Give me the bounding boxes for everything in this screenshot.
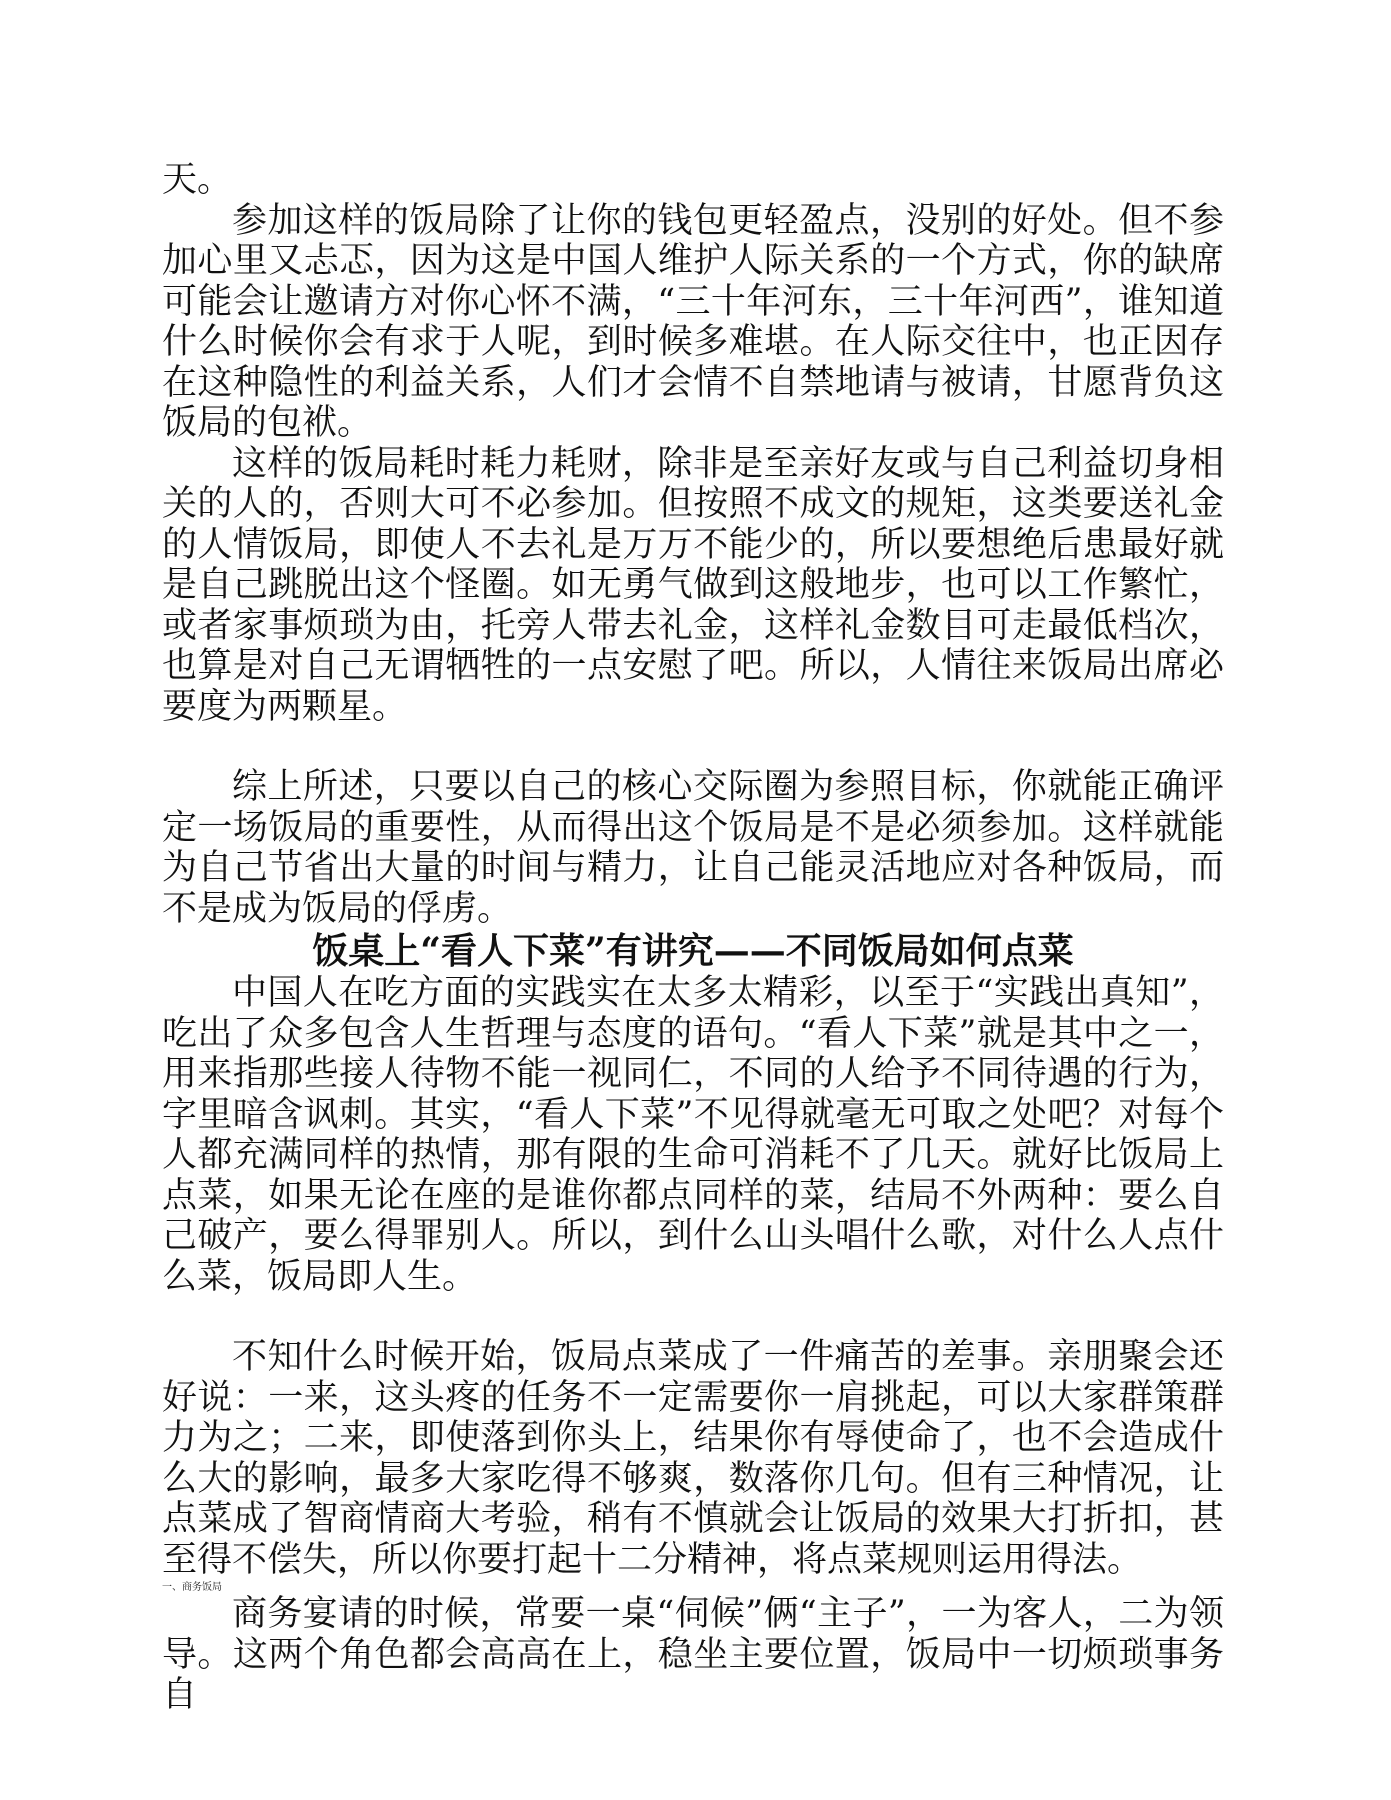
paragraph-spacer (162, 1297, 1224, 1337)
document-page (162, 160, 1224, 1716)
paragraph-summary: 综上所述，只要以自己的核心交际圈为参照目标，你就能正确评定一场饭局的重要性，从而得出这个饭局是不是必须参加。这样就能为自己节省出大量的时间与精力，让自己能灵活地应对各种饭局，而不是成为饭局的俘虏。 (162, 767, 1224, 929)
paragraph-banquet-wallet: 参加这样的饭局除了让你的钱包更轻盈点，没别的好处。但不参加心里又忐忑，因为这是中国人维护人际关系的一个方式，你的缺席可能会让邀请方对你心怀不满，“三十年河东，三十年河西”，谁知道什么时候你会有求于人呢，到时候多难堪。在人际交往中，也正因存在这种隐性的利益关系，人们才会情不自禁地请与被请，甘愿背负这饭局的包袱。 (162, 200, 1224, 443)
paragraph-banquet-cost: 这样的饭局耗时耗力耗财，除非是至亲好友或与自己利益切身相关的人的，否则大可不必参加。但按照不成文的规矩，这类要送礼金的人情饭局，即使人不去礼是万万不能少的，所以要想绝后患最好就是自己跳脱出这个怪圈。如无勇气做到这般地步，也可以工作繁忙，或者家事烦琐为由，托旁人带去礼金，这样礼金数目可走最低档次，也算是对自己无谓牺牲的一点安慰了吧。所以，人情往来饭局出席必要度为两颗星。 (162, 443, 1224, 727)
paragraph-business-banquet: 商务宴请的时候，常要一桌“伺候”俩“主子”，一为客人，二为领导。这两个角色都会高高在上，稳坐主要位置，饭局中一切烦琐事务自 (162, 1594, 1224, 1715)
paragraph-ordering-intro: 中国人在吃方面的实践实在太多太精彩，以至于“实践出真知”，吃出了众多包含人生哲理与态度的语句。“看人下菜”就是其中之一，用来指那些接人待物不能一视同仁，不同的人给予不同待遇的行为，字里暗含讽刺。其实，“看人下菜”不见得就毫无可取之处吧？对每个人都充满同样的热情，那有限的生命可消耗不了几天。就好比饭局上点菜，如果无论在座的是谁你都点同样的菜，结局不外两种：要么自己破产，要么得罪别人。所以，到什么山头唱什么歌，对什么人点什么菜，饭局即人生。 (162, 973, 1224, 1297)
paragraph-continuation: 天。 (162, 160, 233, 200)
paragraph-ordering-difficulty: 不知什么时候开始，饭局点菜成了一件痛苦的差事。亲朋聚会还好说：一来，这头疼的任务不一定需要你一肩挑起，可以大家群策群力为之；二来，即使落到你头上，结果你有辱使命了，也不会造成什么大的影响，最多大家吃得不够爽，数落你几句。但有三种情况，让点菜成了智商情商大考验，稍有不慎就会让饭局的效果大打折扣，甚至得不偿失，所以你要打起十二分精神，将点菜规则运用得法。 (162, 1337, 1224, 1580)
paragraph-spacer (162, 727, 1224, 767)
section-heading: 饭桌上“看人下菜”有讲究——不同饭局如何点菜 (312, 930, 1074, 972)
subsection-heading: 一、商务饭局 (162, 1582, 222, 1593)
